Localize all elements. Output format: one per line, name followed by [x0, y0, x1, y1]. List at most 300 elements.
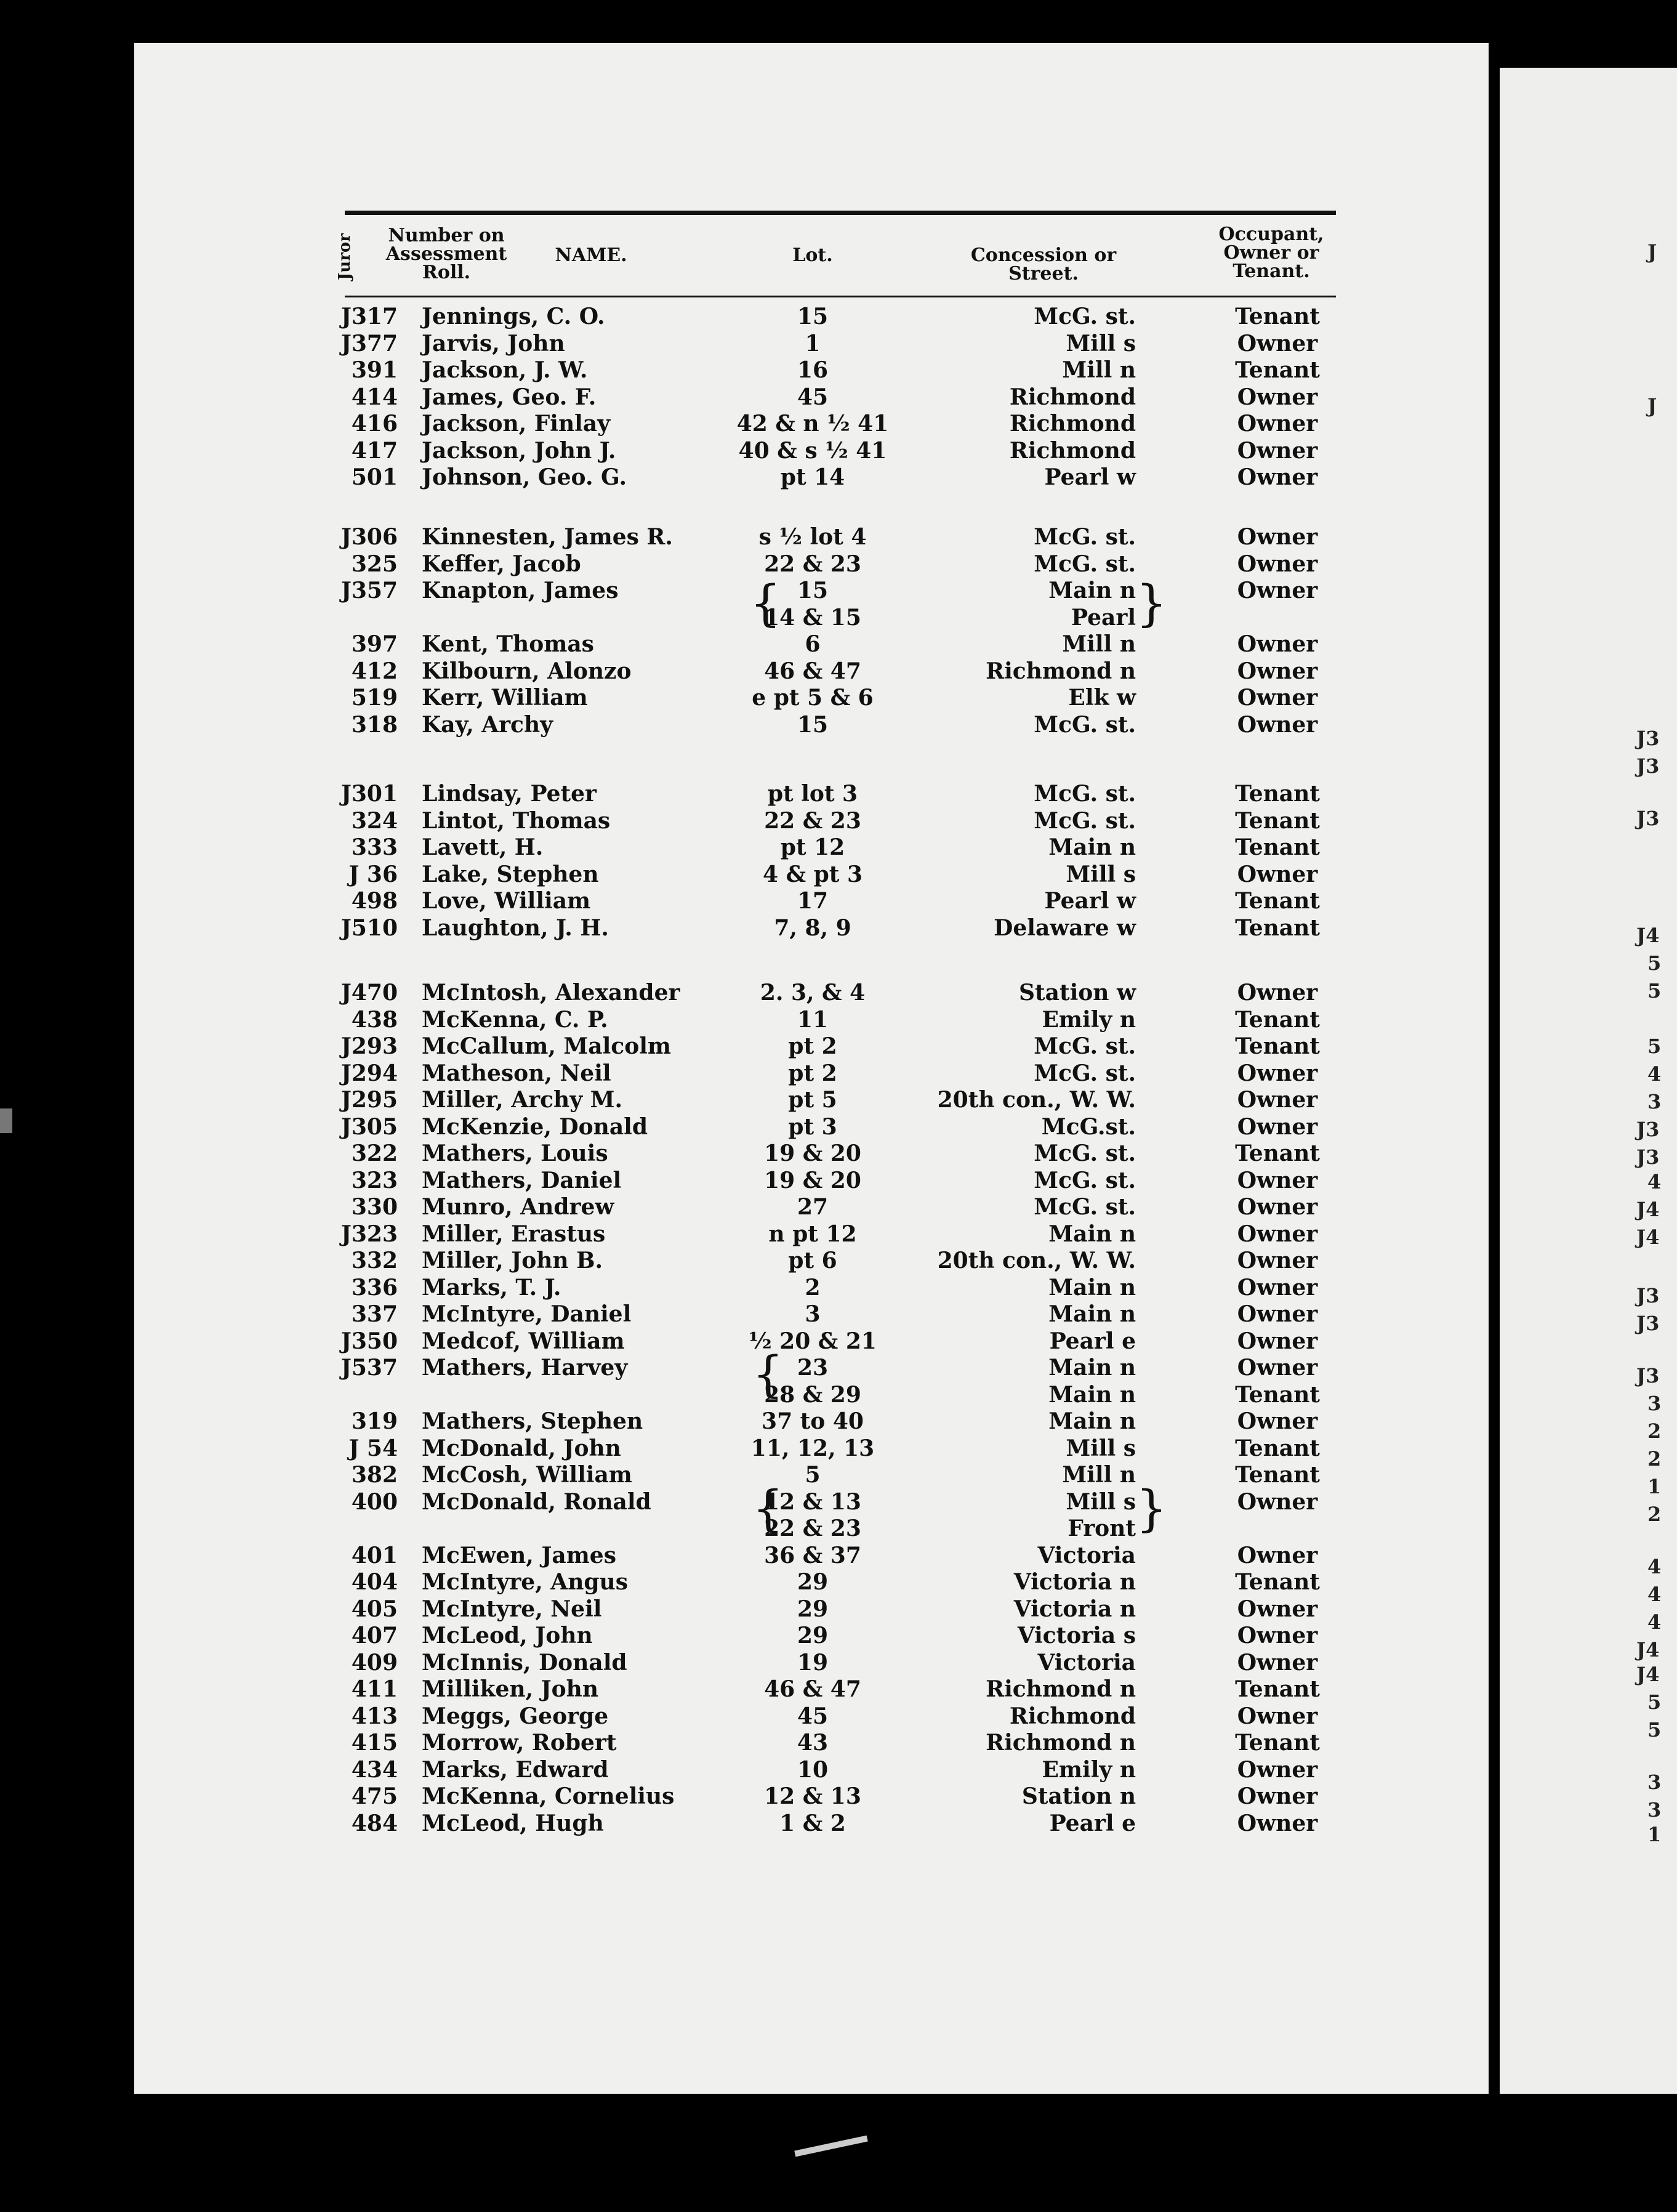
- roll-number: 400: [351, 1489, 398, 1515]
- concession-street: Mill s: [1066, 1489, 1136, 1515]
- lot-value: 15: [797, 304, 829, 329]
- adjacent-page-fragment: J3: [1636, 754, 1660, 778]
- roll-number: 324: [351, 808, 398, 834]
- header-lot: Lot.: [792, 244, 833, 266]
- lot-value: 1 & 2: [779, 1810, 846, 1836]
- roll-number: J317: [340, 304, 398, 329]
- concession-street: Main n: [1048, 1382, 1136, 1408]
- adjacent-page-fragment: 2: [1647, 1447, 1662, 1471]
- table-row: [0, 1060, 1677, 1087]
- resident-name: Lintot, Thomas: [422, 808, 611, 834]
- roll-number: 484: [351, 1810, 398, 1836]
- table-row: [0, 887, 1677, 914]
- adjacent-page-fragment: 3: [1647, 1770, 1662, 1794]
- concession-street: McG.st.: [1041, 1114, 1136, 1140]
- adjacent-page-fragment: J4: [1636, 924, 1660, 947]
- concession-street: Pearl e: [1049, 1328, 1136, 1354]
- concession-street: Victoria s: [1017, 1623, 1136, 1649]
- roll-number: 519: [351, 685, 398, 711]
- occupancy-status: Owner: [1237, 1650, 1318, 1676]
- concession-street: Richmond n: [986, 1730, 1136, 1756]
- header-occupant: Occupant, Owner or Tenant.: [1218, 224, 1324, 282]
- occupancy-status: Tenant: [1235, 915, 1320, 941]
- concession-street: Mill n: [1062, 1462, 1136, 1488]
- resident-name: Jackson, John J.: [422, 438, 616, 464]
- lot-value: 1: [805, 331, 821, 357]
- roll-number: J357: [340, 578, 398, 603]
- adjacent-page-fragment: 3: [1647, 1798, 1662, 1822]
- resident-name: McKenna, Cornelius: [422, 1783, 675, 1809]
- adjacent-page-fragment: 4: [1647, 1170, 1662, 1193]
- table-row: [0, 357, 1677, 384]
- adjacent-page-fragment: J3: [1636, 807, 1660, 830]
- concession-street: McG. st.: [1034, 712, 1136, 738]
- occupancy-status: Owner: [1237, 1703, 1318, 1729]
- occupancy-status: Owner: [1237, 1408, 1318, 1434]
- lot-value: 42 & n ½ 41: [736, 411, 889, 437]
- table-row: [0, 861, 1677, 888]
- occupancy-status: Owner: [1237, 862, 1318, 887]
- lot-value: 43: [797, 1730, 829, 1756]
- table-row: [0, 1221, 1677, 1248]
- table-row: [0, 684, 1677, 711]
- concession-street: Victoria n: [1013, 1596, 1136, 1622]
- lot-value: 6: [805, 631, 821, 657]
- occupancy-status: Tenant: [1235, 1730, 1320, 1756]
- table-row: [0, 1783, 1677, 1810]
- occupancy-status: Owner: [1237, 464, 1318, 490]
- resident-name: McLeod, Hugh: [422, 1810, 604, 1836]
- table-row: [0, 604, 1677, 631]
- roll-number: J323: [340, 1221, 398, 1247]
- occupancy-status: Tenant: [1235, 1140, 1320, 1166]
- concession-street: Victoria: [1037, 1543, 1136, 1568]
- roll-number: 319: [351, 1408, 398, 1434]
- occupancy-status: Tenant: [1235, 781, 1320, 807]
- occupancy-status: Owner: [1237, 1328, 1318, 1354]
- resident-name: Jarvis, John: [422, 331, 565, 357]
- adjacent-page-fragment: J3: [1636, 727, 1660, 750]
- concession-street: Mill s: [1066, 1435, 1136, 1461]
- resident-name: Jackson, Finlay: [422, 411, 611, 437]
- concession-street: McG. st.: [1034, 551, 1136, 577]
- resident-name: McEwen, James: [422, 1543, 616, 1568]
- table-row: [0, 780, 1677, 807]
- concession-street: 20th con., W. W.: [937, 1248, 1136, 1274]
- lot-value: 16: [797, 357, 829, 383]
- table-row: [0, 1435, 1677, 1462]
- table-row: [0, 1596, 1677, 1623]
- concession-street: Richmond: [1009, 411, 1136, 437]
- resident-name: Miller, Erastus: [422, 1221, 606, 1247]
- adjacent-page-fragment: J3: [1636, 1284, 1660, 1307]
- concession-street: Pearl e: [1049, 1810, 1136, 1836]
- roll-number: J301: [340, 781, 398, 807]
- occupancy-status: Owner: [1237, 1301, 1318, 1327]
- concession-street: McG. st.: [1034, 1140, 1136, 1166]
- roll-number: 414: [351, 384, 398, 410]
- concession-brace: }: [1136, 575, 1167, 632]
- resident-name: Mathers, Daniel: [422, 1168, 622, 1193]
- resident-name: McCallum, Malcolm: [422, 1033, 671, 1059]
- concession-street: Main n: [1048, 1275, 1136, 1301]
- occupancy-status: Tenant: [1235, 834, 1320, 860]
- adjacent-page-fragment: J: [1647, 394, 1657, 418]
- adjacent-page-fragment: 5: [1647, 951, 1662, 975]
- adjacent-page-fragment: 2: [1647, 1503, 1662, 1526]
- resident-name: Jackson, J. W.: [422, 357, 588, 383]
- roll-number: J510: [340, 915, 398, 941]
- table-row: [0, 1113, 1677, 1140]
- table-row: [0, 577, 1677, 604]
- adjacent-page-fragment: 4: [1647, 1555, 1662, 1578]
- adjacent-page-fragment: J4: [1636, 1663, 1660, 1686]
- resident-name: McKenna, C. P.: [422, 1007, 608, 1033]
- lot-value: 22 & 23: [764, 808, 861, 834]
- roll-number: 415: [351, 1730, 398, 1756]
- occupancy-status: Tenant: [1235, 1007, 1320, 1033]
- adjacent-page-fragment: 5: [1647, 1690, 1662, 1714]
- resident-name: McIntyre, Neil: [422, 1596, 602, 1622]
- lot-value: pt 12: [780, 834, 845, 860]
- concession-street: Mill s: [1066, 862, 1136, 887]
- occupancy-status: Tenant: [1235, 888, 1320, 914]
- concession-street: Richmond n: [986, 1676, 1136, 1702]
- roll-number: 404: [351, 1569, 398, 1595]
- resident-name: Lake, Stephen: [422, 862, 599, 887]
- adjacent-page-fragment: 1: [1647, 1475, 1662, 1498]
- concession-street: Main n: [1048, 1301, 1136, 1327]
- concession-street: Main n: [1048, 834, 1136, 860]
- occupancy-status: Owner: [1237, 980, 1318, 1006]
- table-row: [0, 1676, 1677, 1703]
- occupancy-status: Owner: [1237, 331, 1318, 357]
- table-row: [0, 1086, 1677, 1113]
- lot-value: 22 & 23: [764, 551, 861, 577]
- roll-number: J470: [340, 980, 398, 1006]
- concession-street: McG. st.: [1034, 1033, 1136, 1059]
- lot-value: e pt 5 & 6: [752, 685, 874, 711]
- lot-value: 29: [797, 1596, 829, 1622]
- lot-value: 29: [797, 1623, 829, 1649]
- adjacent-page-fragment: 5: [1647, 979, 1662, 1003]
- table-row: [0, 1301, 1677, 1328]
- occupancy-status: Tenant: [1235, 808, 1320, 834]
- table-row: [0, 330, 1677, 357]
- roll-number: 409: [351, 1650, 398, 1676]
- scan-speck: [0, 1108, 12, 1133]
- roll-number: 416: [351, 411, 398, 437]
- concession-street: Station n: [1021, 1783, 1136, 1809]
- table-row: [0, 1408, 1677, 1435]
- resident-name: McKenzie, Donald: [422, 1114, 648, 1140]
- lot-value: 10: [797, 1757, 829, 1783]
- resident-name: Morrow, Robert: [422, 1730, 617, 1756]
- lot-value: 2: [805, 1275, 821, 1301]
- concession-street: Pearl: [1071, 605, 1136, 631]
- resident-name: McIntosh, Alexander: [422, 980, 680, 1006]
- concession-street: Elk w: [1068, 685, 1136, 711]
- lot-value: 12 & 13: [764, 1783, 861, 1809]
- occupancy-status: Owner: [1237, 438, 1318, 464]
- adjacent-page-fragment: 3: [1647, 1090, 1662, 1113]
- lot-value: 36 & 37: [764, 1543, 861, 1568]
- occupancy-status: Tenant: [1235, 1033, 1320, 1059]
- resident-name: Marks, T. J.: [422, 1275, 561, 1301]
- concession-street: Richmond: [1009, 438, 1136, 464]
- roll-number: 501: [351, 464, 398, 490]
- resident-name: James, Geo. F.: [422, 384, 597, 410]
- adjacent-page-fragment: 5: [1647, 1035, 1662, 1058]
- lot-brace: {: [750, 575, 781, 632]
- lot-value: 5: [805, 1462, 821, 1488]
- table-row: [0, 1649, 1677, 1676]
- table-row: [0, 1461, 1677, 1488]
- concession-street: Emily n: [1042, 1007, 1136, 1033]
- occupancy-status: Owner: [1237, 1757, 1318, 1783]
- resident-name: McLeod, John: [422, 1623, 593, 1649]
- table-row: [0, 1515, 1677, 1542]
- concession-street: McG. st.: [1034, 524, 1136, 550]
- table-row: [0, 464, 1677, 491]
- table-row: [0, 551, 1677, 578]
- lot-value: pt 14: [780, 464, 845, 490]
- roll-number: J 36: [348, 862, 398, 887]
- lot-value: 23: [797, 1355, 829, 1381]
- occupancy-status: Tenant: [1235, 1676, 1320, 1702]
- roll-number: 401: [351, 1543, 398, 1568]
- occupancy-status: Owner: [1237, 1543, 1318, 1568]
- concession-street: Emily n: [1042, 1757, 1136, 1783]
- concession-street: Richmond n: [986, 658, 1136, 684]
- lot-value: 14 & 15: [764, 605, 861, 631]
- lot-value: 40 & s ½ 41: [738, 438, 887, 464]
- lot-value: 7, 8, 9: [774, 915, 851, 941]
- occupancy-status: Tenant: [1235, 1462, 1320, 1488]
- resident-name: Medcof, William: [422, 1328, 625, 1354]
- lot-value: 46 & 47: [764, 1676, 861, 1702]
- resident-name: Keffer, Jacob: [422, 551, 581, 577]
- resident-name: Jennings, C. O.: [422, 304, 605, 329]
- occupancy-status: Owner: [1237, 551, 1318, 577]
- concession-street: Delaware w: [994, 915, 1136, 941]
- occupancy-status: Owner: [1237, 658, 1318, 684]
- lot-value: 19 & 20: [764, 1168, 861, 1193]
- concession-street: Mill s: [1066, 331, 1136, 357]
- table-row: [0, 1033, 1677, 1060]
- resident-name: Kinnesten, James R.: [422, 524, 673, 550]
- lot-value: pt 2: [788, 1060, 837, 1086]
- adjacent-page-fragment: J3: [1636, 1312, 1660, 1335]
- concession-street: Main n: [1048, 1221, 1136, 1247]
- lot-value: n pt 12: [768, 1221, 857, 1247]
- occupancy-status: Tenant: [1235, 1435, 1320, 1461]
- roll-number: 332: [351, 1248, 398, 1274]
- roll-number: 438: [351, 1007, 398, 1033]
- adjacent-page-fragment: J4: [1636, 1198, 1660, 1221]
- adjacent-page-fragment: 4: [1647, 1583, 1662, 1606]
- adjacent-page-fragment: 5: [1647, 1718, 1662, 1742]
- concession-street: 20th con., W. W.: [937, 1087, 1136, 1113]
- resident-name: Mathers, Stephen: [422, 1408, 643, 1434]
- concession-street: McG. st.: [1034, 1060, 1136, 1086]
- concession-street: Station w: [1019, 980, 1136, 1006]
- resident-name: Kilbourn, Alonzo: [422, 658, 632, 684]
- resident-name: McCosh, William: [422, 1462, 632, 1488]
- concession-street: Main n: [1048, 1408, 1136, 1434]
- occupancy-status: Owner: [1237, 1221, 1318, 1247]
- roll-number: 475: [351, 1783, 398, 1809]
- table-row: [0, 1810, 1677, 1837]
- lot-value: 45: [797, 1703, 829, 1729]
- adjacent-page-fragment: J3: [1636, 1118, 1660, 1141]
- lot-value: s ½ lot 4: [758, 524, 867, 550]
- lot-value: 19 & 20: [764, 1140, 861, 1166]
- table-row: [0, 1274, 1677, 1301]
- roll-number: 412: [351, 658, 398, 684]
- table-row: [0, 1729, 1677, 1756]
- table-row: [0, 711, 1677, 738]
- roll-number: 397: [351, 631, 398, 657]
- roll-number: 330: [351, 1194, 398, 1220]
- lot-value: 12 & 13: [764, 1489, 861, 1515]
- table-row: [0, 834, 1677, 861]
- resident-name: McIntyre, Daniel: [422, 1301, 632, 1327]
- table-row: [0, 914, 1677, 942]
- roll-number: 417: [351, 438, 398, 464]
- lot-value: 15: [797, 578, 829, 603]
- lot-value: ½ 20 & 21: [749, 1328, 877, 1354]
- resident-name: Munro, Andrew: [422, 1194, 614, 1220]
- concession-street: McG. st.: [1034, 808, 1136, 834]
- concession-street: Main n: [1048, 1355, 1136, 1381]
- table-row: [0, 410, 1677, 437]
- roll-number: 318: [351, 712, 398, 738]
- occupancy-status: Owner: [1237, 1060, 1318, 1086]
- resident-name: Johnson, Geo. G.: [422, 464, 627, 490]
- header-concession: Concession or Street.: [970, 244, 1117, 285]
- concession-street: McG. st.: [1034, 1194, 1136, 1220]
- roll-number: 405: [351, 1596, 398, 1622]
- resident-name: Lindsay, Peter: [422, 781, 597, 807]
- table-row: [0, 807, 1677, 834]
- occupancy-status: Owner: [1237, 1087, 1318, 1113]
- concession-street: Front: [1068, 1516, 1136, 1541]
- occupancy-status: Owner: [1237, 1355, 1318, 1381]
- lot-value: 3: [805, 1301, 821, 1327]
- roll-number: 411: [351, 1676, 398, 1702]
- lot-brace: {: [752, 1480, 784, 1537]
- roll-number: 434: [351, 1757, 398, 1783]
- roll-number: 337: [351, 1301, 398, 1327]
- adjacent-page-fragment: J3: [1636, 1364, 1660, 1387]
- lot-value: pt 6: [788, 1248, 837, 1274]
- roll-number: J306: [340, 524, 398, 550]
- adjacent-page-fragment: J4: [1636, 1225, 1660, 1249]
- table-row: [0, 1006, 1677, 1033]
- resident-name: Kerr, William: [422, 685, 588, 711]
- table-row: [0, 523, 1677, 551]
- concession-street: Mill n: [1062, 357, 1136, 383]
- occupancy-status: Owner: [1237, 1783, 1318, 1809]
- table-row: [0, 1140, 1677, 1167]
- lot-value: 27: [797, 1194, 829, 1220]
- table-row: [0, 384, 1677, 411]
- adjacent-page-fragment: J3: [1636, 1145, 1660, 1169]
- roll-number: 336: [351, 1275, 398, 1301]
- table-row: [0, 1193, 1677, 1221]
- lot-value: pt 5: [788, 1087, 837, 1113]
- table-row: [0, 1756, 1677, 1783]
- table-row: [0, 1381, 1677, 1408]
- occupancy-status: Tenant: [1235, 1569, 1320, 1595]
- lot-value: pt 3: [788, 1114, 837, 1140]
- concession-street: Pearl w: [1044, 464, 1136, 490]
- table-row: [0, 658, 1677, 685]
- lot-brace: {: [752, 1346, 784, 1403]
- roll-number: J377: [340, 331, 398, 357]
- roll-number: 391: [351, 357, 398, 383]
- lot-value: 17: [797, 888, 829, 914]
- concession-street: Richmond: [1009, 1703, 1136, 1729]
- resident-name: McDonald, John: [422, 1435, 621, 1461]
- resident-name: Laughton, J. H.: [422, 915, 609, 941]
- roll-number: J350: [340, 1328, 398, 1354]
- header-name: NAME.: [555, 244, 627, 266]
- roll-number: J 54: [348, 1435, 398, 1461]
- resident-name: Mathers, Louis: [422, 1140, 608, 1166]
- lot-value: 2. 3, & 4: [760, 980, 866, 1006]
- resident-name: McIntyre, Angus: [422, 1569, 628, 1595]
- header-bottom-rule: [345, 296, 1336, 297]
- occupancy-status: Owner: [1237, 1248, 1318, 1274]
- occupancy-status: Owner: [1237, 1168, 1318, 1193]
- adjacent-page-fragment: 4: [1647, 1610, 1662, 1634]
- table-row: [0, 1488, 1677, 1516]
- lot-value: 22 & 23: [764, 1516, 861, 1541]
- occupancy-status: Owner: [1237, 1489, 1318, 1515]
- roll-number: 333: [351, 834, 398, 860]
- table-row: [0, 1167, 1677, 1194]
- table-row: [0, 1703, 1677, 1730]
- scan-speck: [794, 2136, 867, 2157]
- concession-street: McG. st.: [1034, 781, 1136, 807]
- concession-street: Victoria n: [1013, 1569, 1136, 1595]
- table-row: [0, 1354, 1677, 1381]
- concession-street: McG. st.: [1034, 304, 1136, 329]
- roll-number: 498: [351, 888, 398, 914]
- resident-name: Kay, Archy: [422, 712, 553, 738]
- concession-street: Mill n: [1062, 631, 1136, 657]
- concession-street: Pearl w: [1044, 888, 1136, 914]
- lot-value: 11: [797, 1007, 829, 1033]
- lot-value: 46 & 47: [764, 658, 861, 684]
- occupancy-status: Owner: [1237, 685, 1318, 711]
- occupancy-status: Tenant: [1235, 304, 1320, 329]
- adjacent-page-fragment: 4: [1647, 1062, 1662, 1086]
- resident-name: Mathers, Harvey: [422, 1355, 628, 1381]
- concession-street: Victoria: [1037, 1650, 1136, 1676]
- table-row: [0, 1328, 1677, 1355]
- concession-brace: }: [1136, 1480, 1167, 1537]
- occupancy-status: Owner: [1237, 524, 1318, 550]
- occupancy-status: Owner: [1237, 384, 1318, 410]
- occupancy-status: Owner: [1237, 1194, 1318, 1220]
- adjacent-page-fragment: 1: [1647, 1823, 1662, 1846]
- occupancy-status: Owner: [1237, 411, 1318, 437]
- lot-value: 19: [797, 1650, 829, 1676]
- table-row: [0, 1542, 1677, 1569]
